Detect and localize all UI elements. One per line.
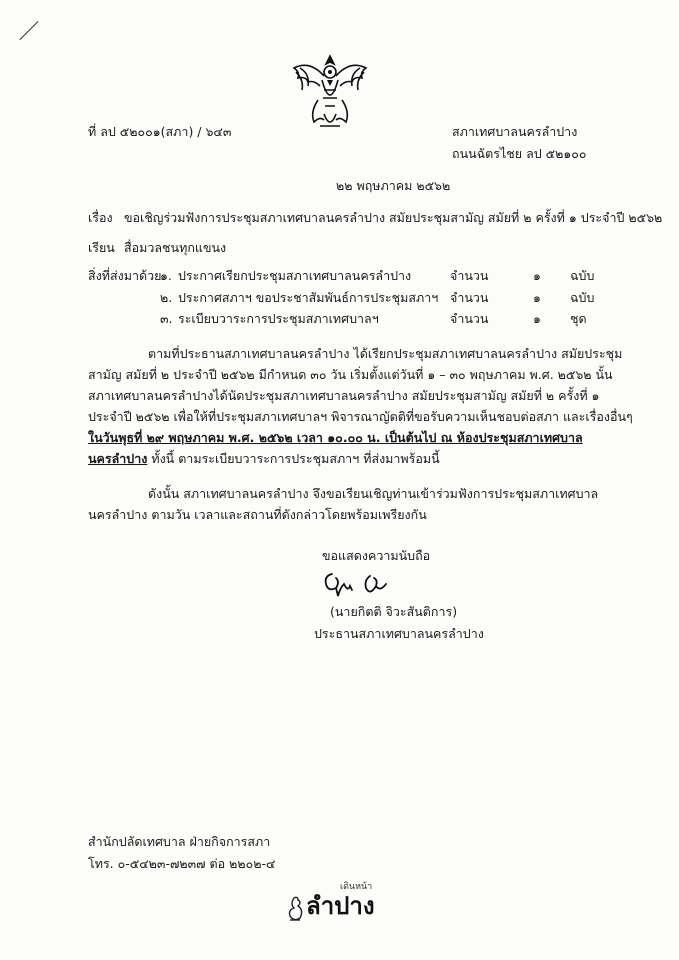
- enclosures-label: สิ่งที่ส่งมาด้วย: [88, 268, 162, 283]
- enclosure-qty: ๑: [533, 311, 541, 326]
- body-line: สามัญ สมัยที่ ๒ ประจำปี ๒๕๖๒ มีกำหนด ๓๐ วัน เริ่มตั้งแต่วันที่ ๑ – ๓๐ พฤษภาคม พ.ศ. ๒๕๖๒ นั้น: [88, 367, 613, 382]
- logo-wordmark: ลำปาง: [306, 892, 375, 920]
- subject-label: เรื่อง: [88, 210, 113, 225]
- city-logo: [280, 882, 395, 932]
- enclosure-qty-label: จำนวน: [450, 290, 489, 305]
- body-line: ดังนั้น สภาเทศบาลนครลำปาง จึงขอเรียนเชิญท่านเข้าร่วมฟังการประชุมสภาเทศบาล: [148, 486, 599, 501]
- body-line: สภาเทศบาลนครลำปางได้นัดประชุมสภาเทศบาลนครลำปาง สมัยประชุมสามัญ สมัยที่ ๒ ครั้งที่ ๑: [88, 388, 600, 403]
- footer-office: สำนักปลัดเทศบาล ฝ่ายกิจการสภา: [88, 834, 271, 849]
- enclosure-num: ๑.: [160, 268, 172, 283]
- body-line: ตามที่ประธานสภาเทศบาลนครลำปาง ได้เรียกประชุมสภาเทศบาลนครลำปาง สมัยประชุม: [148, 346, 623, 361]
- closing-salutation: ขอแสดงความนับถือ: [322, 548, 431, 563]
- enclosure-num: ๒.: [160, 290, 173, 305]
- org-address: ถนนฉัตรไชย ลป ๕๒๑๐๐: [452, 146, 587, 161]
- enclosure-unit: ฉบับ: [570, 268, 595, 283]
- signatory-name: (นายกิตติ จิวะสันติการ): [330, 604, 458, 619]
- logo-tagline: เดินหน้า: [340, 882, 373, 892]
- recipient-text: สื่อมวลชนทุกแขนง: [124, 240, 227, 255]
- enclosure-unit: ฉบับ: [570, 290, 595, 305]
- meeting-datetime-emphasis: ในวันพุธที่ ๒๙ พฤษภาคม พ.ศ. ๒๕๖๒ เวลา ๑๐.๐๐ น. เป็นต้นไป ณ ห้องประชุมสภาเทศบาล: [88, 430, 583, 445]
- enclosure-text: ระเบียบวาระการประชุมสภาเทศบาลฯ: [178, 311, 379, 326]
- org-name: สภาเทศบาลนครลำปาง: [452, 124, 578, 139]
- recipient-label: เรียน: [88, 240, 115, 255]
- enclosure-num: ๓.: [160, 311, 173, 326]
- meeting-venue-emphasis: นครลำปาง: [88, 451, 148, 466]
- reference-number: ที่ ลป ๕๒๐๐๑(สภา) / ๖๔๓: [88, 124, 232, 139]
- enclosure-qty: ๑: [533, 268, 541, 283]
- body-line: ประจำปี ๒๕๖๒ เพื่อให้ที่ประชุมสภาเทศบาลฯ พิจารณาญัตติที่ขอรับความเห็นชอบต่อสภา และเรื่องอื่นๆ: [88, 409, 633, 424]
- garuda-seal-icon: [290, 50, 370, 134]
- body-tail: ทั้งนี้ ตามระเบียบวาระการประชุมสภาฯ ที่ส่งมาพร้อมนี้: [147, 451, 440, 466]
- signatory-position: ประธานสภาเทศบาลนครลำปาง: [314, 626, 484, 641]
- signature-icon: [318, 566, 408, 600]
- enclosure-text: ประกาศสภาฯ ขอประชาสัมพันธ์การประชุมสภาฯ: [178, 290, 439, 305]
- enclosure-unit: ชุด: [570, 311, 587, 326]
- subject-text: ขอเชิญร่วมฟังการประชุมสภาเทศบาลนครลำปาง สมัยประชุมสามัญ สมัยที่ ๒ ครั้งที่ ๑ ประจำปี ๒๕๖๒: [124, 210, 663, 225]
- rooster-icon: [284, 894, 306, 924]
- enclosure-qty-label: จำนวน: [450, 311, 489, 326]
- footer-phone: โทร. ๐-๕๔๒๓-๗๒๓๗ ต่อ ๒๒๐๒-๔: [88, 856, 276, 871]
- body-line-last: [88, 451, 440, 467]
- pen-mark: [19, 21, 38, 40]
- enclosure-text: ประกาศเรียกประชุมสภาเทศบาลนครลำปาง: [178, 268, 412, 283]
- enclosure-qty: ๑: [533, 290, 541, 305]
- body-line: นครลำปาง ตามวัน เวลาและสถานที่ดังกล่าวโดยพร้อมเพรียงกัน: [88, 507, 427, 522]
- enclosure-qty-label: จำนวน: [450, 268, 489, 283]
- letter-date: ๒๒ พฤษภาคม ๒๕๖๒: [336, 178, 451, 193]
